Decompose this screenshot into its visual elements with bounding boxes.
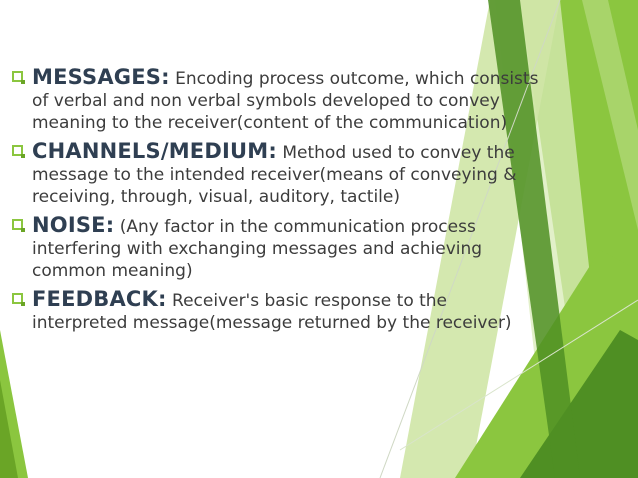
- bullet-line: common meaning): [32, 261, 193, 281]
- bullet-term: FEEDBACK:: [32, 287, 167, 311]
- bullet-noise: [10, 214, 580, 282]
- bullet-term: CHANNELS/MEDIUM:: [32, 139, 277, 163]
- square-bullet-icon: [12, 71, 23, 82]
- bullet-line: interpreted message(message returned by the receiver): [32, 313, 512, 333]
- bullet-line: meaning to the receiver(content of the communication): [32, 113, 508, 133]
- bullet-messages: [10, 66, 580, 134]
- bullet-line: of verbal and non verbal symbols developed to convey: [32, 91, 500, 111]
- bullet-channels: [10, 140, 580, 208]
- bullet-line: [32, 66, 580, 90]
- bullet-term: MESSAGES:: [32, 65, 170, 89]
- bullet-line: [32, 214, 580, 238]
- bullet-feedback: [10, 288, 580, 334]
- square-bullet-icon: [12, 219, 23, 230]
- bullet-term: NOISE:: [32, 213, 115, 237]
- bullet-line: message to the intended receiver(means of conveying &: [32, 165, 517, 185]
- bullet-text: (Any factor in the communication process: [119, 217, 476, 237]
- square-bullet-icon: [12, 293, 23, 304]
- bullet-line: receiving, through, visual, auditory, tactile): [32, 187, 400, 207]
- bullet-line: [32, 140, 580, 164]
- bullet-text: Method used to convey the: [282, 143, 515, 163]
- bullet-text: Receiver's basic response to the: [172, 291, 448, 311]
- bullet-line: interfering with exchanging messages and achieving: [32, 239, 483, 259]
- bullet-text: Encoding process outcome, which consists: [175, 69, 539, 89]
- bullet-line: [32, 288, 580, 312]
- square-bullet-icon: [12, 145, 23, 156]
- bullet-list: [10, 66, 580, 340]
